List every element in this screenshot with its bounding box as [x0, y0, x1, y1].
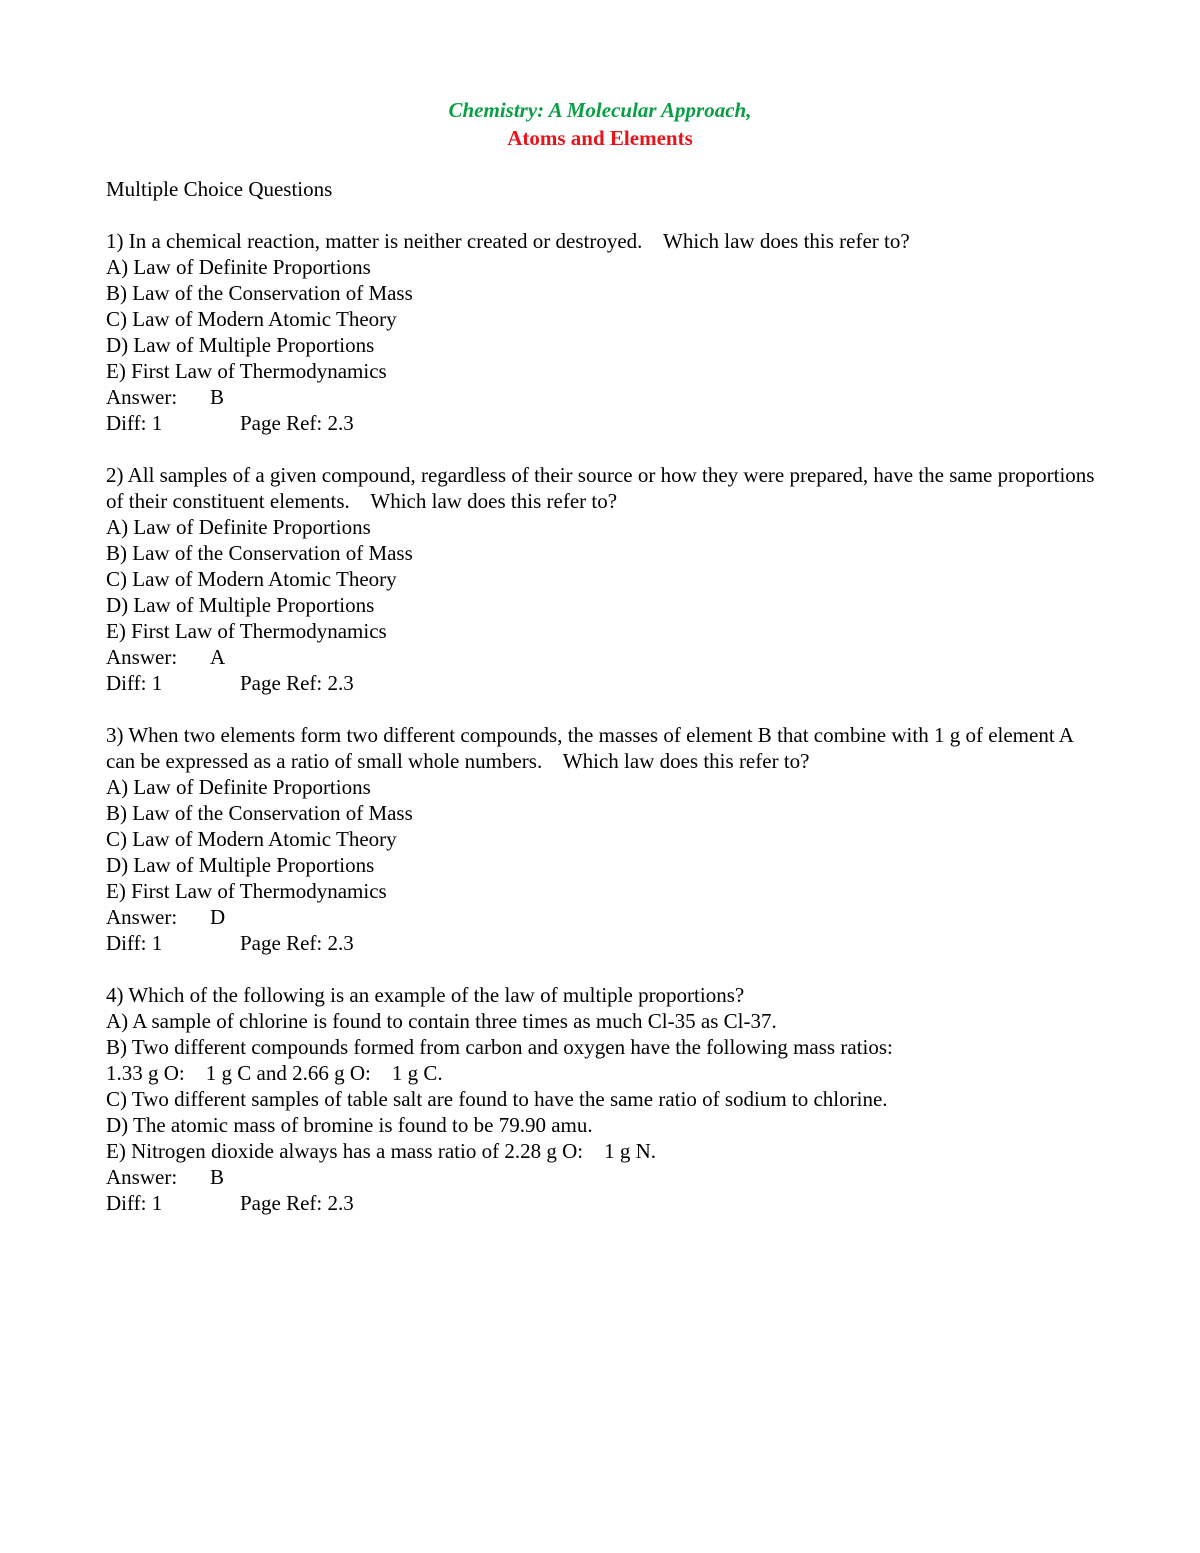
answer-label: Answer:: [106, 1165, 178, 1189]
section-heading: Multiple Choice Questions: [106, 177, 333, 201]
answer-option: E) First Law of Thermodynamics: [106, 619, 387, 643]
answer-label: Answer:: [106, 905, 178, 929]
answer-value: B: [210, 385, 225, 409]
answer-line: [106, 384, 1106, 410]
page-reference: Page Ref: 2.3: [240, 931, 354, 955]
answer-option: C) Law of Modern Atomic Theory: [106, 307, 397, 331]
questions-container: [106, 228, 1106, 1216]
answer-option: D) Law of Multiple Proportions: [106, 593, 375, 617]
answer-option: C) Law of Modern Atomic Theory: [106, 827, 397, 851]
answer-option: D) Law of Multiple Proportions: [106, 853, 375, 877]
difficulty-line: [106, 670, 1106, 696]
page-reference: Page Ref: 2.3: [240, 671, 354, 695]
question-text: 4) Which of the following is an example of the law of multiple proportions?: [106, 983, 745, 1007]
answer-option: A) Law of Definite Proportions: [106, 515, 371, 539]
answer-option: E) First Law of Thermodynamics: [106, 359, 387, 383]
answer-line: [106, 1164, 1106, 1190]
answer-line: [106, 644, 1106, 670]
answer-line: [106, 904, 1106, 930]
answer-option: B) Law of the Conservation of Mass: [106, 281, 413, 305]
question-block: [106, 982, 1106, 1216]
answer-option: A) Law of Definite Proportions: [106, 775, 371, 799]
answer-value: A: [210, 645, 226, 669]
answer-value: D: [210, 905, 226, 929]
answer-option: B) Law of the Conservation of Mass: [106, 541, 413, 565]
answer-value: B: [210, 1165, 225, 1189]
page-reference: Page Ref: 2.3: [240, 1191, 354, 1215]
answer-option: 1.33 g O: 1 g C and 2.66 g O: 1 g C.: [106, 1061, 443, 1085]
question-block: [106, 462, 1106, 696]
book-title: Chemistry: A Molecular Approach,: [448, 98, 752, 122]
question-text: 2) All samples of a given compound, regardless of their source or how they were prepared, have the same proportions of their constituent elements. Which law does this refer to?: [106, 463, 1100, 513]
answer-option: D) Law of Multiple Proportions: [106, 333, 375, 357]
answer-option: B) Two different compounds formed from carbon and oxygen have the following mass ratios:: [106, 1035, 893, 1059]
answer-label: Answer:: [106, 385, 178, 409]
difficulty-value: Diff: 1: [106, 1191, 163, 1215]
question-block: [106, 722, 1106, 956]
difficulty-value: Diff: 1: [106, 671, 163, 695]
answer-option: A) A sample of chlorine is found to contain three times as much Cl-35 as Cl-37.: [106, 1009, 777, 1033]
document-header: [0, 96, 1200, 152]
difficulty-line: [106, 1190, 1106, 1216]
question-text: 1) In a chemical reaction, matter is neither created or destroyed. Which law does this refer to?: [106, 229, 910, 253]
answer-option: C) Law of Modern Atomic Theory: [106, 567, 397, 591]
question-list: [106, 176, 1106, 1216]
answer-option: E) Nitrogen dioxide always has a mass ratio of 2.28 g O: 1 g N.: [106, 1139, 656, 1163]
difficulty-value: Diff: 1: [106, 411, 163, 435]
answer-option: C) Two different samples of table salt are found to have the same ratio of sodium to chlorine.: [106, 1087, 888, 1111]
difficulty-line: [106, 410, 1106, 436]
answer-option: D) The atomic mass of bromine is found to be 79.90 amu.: [106, 1113, 593, 1137]
answer-label: Answer:: [106, 645, 178, 669]
chapter-title: Atoms and Elements: [507, 126, 693, 150]
page-reference: Page Ref: 2.3: [240, 411, 354, 435]
answer-option: A) Law of Definite Proportions: [106, 255, 371, 279]
question-block: [106, 228, 1106, 436]
answer-option: E) First Law of Thermodynamics: [106, 879, 387, 903]
difficulty-value: Diff: 1: [106, 931, 163, 955]
answer-option: B) Law of the Conservation of Mass: [106, 801, 413, 825]
difficulty-line: [106, 930, 1106, 956]
question-text: 3) When two elements form two different compounds, the masses of element B that combine with 1 g of element A can be expressed as a ratio of small whole numbers. Which law does this refer to?: [106, 723, 1079, 773]
